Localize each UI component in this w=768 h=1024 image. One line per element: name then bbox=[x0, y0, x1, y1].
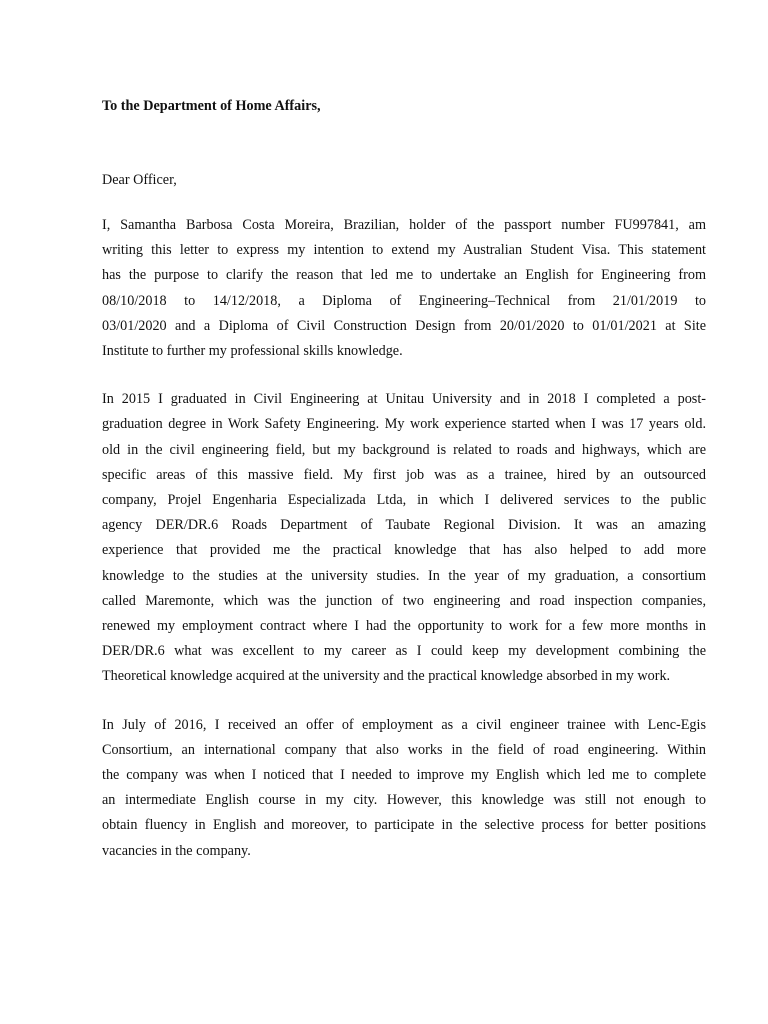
text-line: In July of 2016, I received an offer of employment as a civil engineer trainee with Lenc-Egis bbox=[102, 716, 706, 733]
text-line: agency DER/DR.6 Roads Department of Taubate Regional Division. It was an amazing bbox=[102, 517, 706, 534]
paragraph-intro bbox=[102, 213, 706, 364]
paragraph-background bbox=[102, 387, 706, 689]
text-line: an intermediate English course in my city. However, this knowledge was still not enough to bbox=[102, 792, 706, 809]
text-line: called Maremonte, which was the junction of two engineering and road inspection companies, bbox=[102, 592, 706, 609]
text-line: company, Projel Engenharia Especializada Ltda, in which I delivered services to the public bbox=[102, 492, 706, 509]
paragraph-employment bbox=[102, 713, 706, 864]
text-line: renewed my employment contract where I had the opportunity to work for a few more months in bbox=[102, 618, 706, 635]
letter-heading: To the Department of Home Affairs, bbox=[102, 98, 321, 114]
text-line: 03/01/2020 and a Diploma of Civil Construction Design from 20/01/2020 to 01/01/2021 at Site bbox=[102, 317, 706, 334]
text-line: graduation degree in Work Safety Engineering. My work experience started when I was 17 years old. bbox=[102, 416, 706, 433]
text-line: writing this letter to express my intention to extend my Australian Student Visa. This statement bbox=[102, 242, 706, 259]
text-line: old in the civil engineering field, but my background is related to roads and highways, which are bbox=[102, 441, 706, 458]
text-line: has the purpose to clarify the reason that led me to undertake an English for Engineering from bbox=[102, 267, 706, 284]
text-line: the company was when I noticed that I needed to improve my English which led me to complete bbox=[102, 767, 706, 784]
text-line: experience that provided me the practical knowledge that has also helped to add more bbox=[102, 542, 706, 559]
text-line: obtain fluency in English and moreover, to participate in the selective process for better positions bbox=[102, 817, 706, 834]
text-line: vacancies in the company. bbox=[102, 842, 251, 859]
text-line: 08/10/2018 to 14/12/2018, a Diploma of Engineering–Technical from 21/01/2019 to bbox=[102, 292, 706, 309]
text-line: Theoretical knowledge acquired at the university and the practical knowledge absorbed in my work. bbox=[102, 668, 671, 685]
text-line: DER/DR.6 what was excellent to my career as I could keep my development combining the bbox=[102, 643, 706, 660]
letter-body bbox=[102, 96, 706, 864]
text-line: specific areas of this massive field. My first job was as a trainee, hired by an outsourced bbox=[102, 466, 706, 483]
letter-salutation: Dear Officer, bbox=[102, 172, 177, 188]
text-line: Consortium, an international company that also works in the field of road engineering. Within bbox=[102, 741, 706, 758]
text-line: Institute to further my professional skills knowledge. bbox=[102, 343, 403, 360]
text-line: knowledge to the studies at the university studies. In the year of my graduation, a consortium bbox=[102, 567, 706, 584]
text-line: I, Samantha Barbosa Costa Moreira, Brazilian, holder of the passport number FU997841, am bbox=[102, 217, 706, 233]
text-line: In 2015 I graduated in Civil Engineering at Unitau University and in 2018 I completed a post- bbox=[102, 391, 706, 408]
